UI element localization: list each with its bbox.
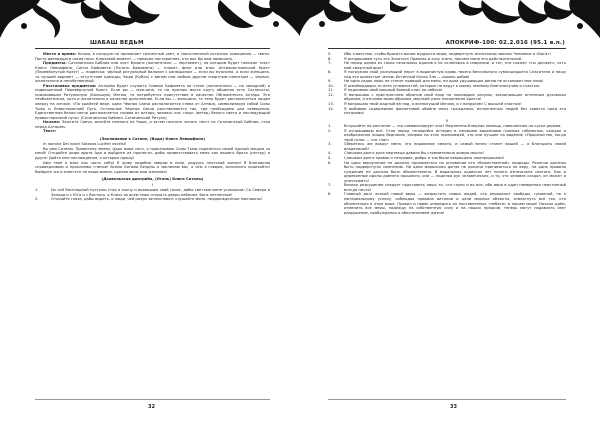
item-number: 14. (328, 106, 334, 111)
item-text: Слишком долго правое и неправое, добро и зло были извращены лжепророками! (344, 156, 505, 161)
header-rule (328, 48, 566, 49)
numbered-list-b (328, 124, 566, 215)
list-item (328, 192, 566, 215)
paragraph (35, 61, 270, 84)
item-text: Не перед одним из таких печальных идолов я не склоняюсь в смирении, и тот, кто скажет «ты должен», есть мой смертный враг! (344, 61, 566, 70)
running-head-left: ШАБАШ ВЕДЬМ (90, 40, 144, 46)
ornament-left-icon (0, 0, 300, 40)
item-number: 7. (328, 61, 332, 66)
item-text: Их сей бесплодной пустыни стоя я кличу и возвышаю свой голос, дабы светлые меня услышали! Со Севера и Запада и с Юга и с Востока, я Кличу их всем знаю открыть двери небесам, боги-нетленные! (51, 188, 270, 197)
paragraph (35, 84, 270, 120)
numbered-list-a (328, 52, 566, 116)
item-text: Я испрашиваю всё. Стоя перед тенящейся истерии и лживыми видениями громких гибельных, каждое и изображения нищих бедняков, опираю на этих проповедей, что оно лучшее на видение «Пророчества, когда твой голос — это глас» (344, 128, 566, 142)
item-number: 7. (328, 183, 332, 188)
item-text: Главный долг всякой новой веры — возрастить новых людей, кто определит свободы, гуманной, но к материальному успеху, соблюдая правила виталии и цели мирные объекты, отвергнуть всё тех, кто обязательно в этом мире. Правил и навек опередить их поставленные «небеса» в нашем мире! Начало идём, отменить все меры, надежду на собственную силу и на наших предков, теперь могут подавлять свет разрушение, пробуждения и обеспечением жизни! (344, 192, 566, 215)
item-number: 2. (328, 128, 332, 133)
list-item (35, 197, 270, 202)
item-number: 6. (328, 56, 332, 61)
section-numeral: II (445, 118, 449, 123)
item-text: Ни одна седая ложь не станет правдой для меня, ни одна удушающая догма не остановит мое перо! (344, 79, 544, 84)
page-number-left: 32 (148, 404, 155, 410)
item-text: Я выбиваю содержимое фиолетовой обойне иных гражданых, исполненных людей без совести пред его потоками! (344, 106, 566, 116)
item-text: Ни одно вероучение не должно приниматься на основании его «божественной» природы. Религии должны быть подвергнуты сомнению. Ни одна моральная догма не должна приниматься на веру, ни одно правило суждения не должно быть обожествлено. В моральных кодексах нет ничего изначально святого. Как и деревянные идолы давнего прошлого, они — поделка рук человеческих, и то, что человек создал, он может и уничтожить! (344, 160, 566, 183)
section-numeral: I (151, 182, 154, 187)
item-text: Вслушайте на распятие — что символизирует оно? Мертвенно-бледная немощь, повешенная на куске дерева. (344, 124, 562, 129)
item-text: Откройте глаза, дабы видеть, о люди, чей разум заплесневел; слушайте меня, недорожденные миллионы! (51, 197, 263, 202)
item-text: Сберегись же вокруг меня, это пирование смерть; и самый вечно станет вашей — о благодать своей владелицей! (344, 142, 566, 151)
item-number: 6. (328, 160, 332, 165)
satire-list (35, 188, 270, 202)
paragraph (35, 52, 270, 61)
item-text: Велико разрушение следует подставить лишь то, что глупо и во все, ибо вера в один намерения неистинный всегда ничто! (344, 183, 566, 192)
list-item (328, 161, 566, 184)
item-text: Я вопрошаю с пристрастием обратив свой взор на пылающие разумы, заклинающие огненным духовным образом, и изгоняю моим образом, мерзкий ужас поклонения Христа! (344, 92, 566, 102)
list-item (328, 129, 566, 143)
paragraph-lead: Расстановка предметов: (43, 83, 97, 88)
item-text: Ибо я восстаю, чтобы бросить вызов мудрости мира; подвергнуть испытанию законы Человека и «Бога»! (344, 52, 552, 56)
item-number: 11. (328, 88, 334, 93)
list-item (328, 142, 566, 151)
item-text: Я поднимаю свой мощный боевой клич на небеса! (344, 88, 443, 93)
paragraph (35, 120, 270, 129)
paragraph-lead: Предметы: (43, 61, 67, 66)
item-text: Я освобождаюсь от всех условностей, которые не ведут к моему земному благополучию и счастью. (344, 83, 541, 88)
item-number: 1. (328, 124, 332, 129)
item-number: 5. (328, 156, 332, 161)
header-rule (35, 48, 270, 49)
paragraph-lead: Текст: (43, 129, 57, 134)
paragraph-lead: Начало: (43, 120, 61, 125)
paragraph (35, 129, 270, 134)
list-item (35, 188, 270, 197)
list-item (328, 183, 566, 192)
item-text: Слишком долго рука мертвеца давила бы стремительно живую мысль! (344, 151, 485, 156)
item-number: 2. (35, 197, 39, 202)
item-number: 8. (328, 70, 332, 75)
paragraph-text: Ночью, в которую не проникает солнечный свет, и таинственный источник освещения — свечи. Посте двенадцати часов ночи. Ключевой момент — никаких посторонних, кто мог бы вам помешать. (35, 52, 270, 61)
item-number: 4. (328, 151, 332, 156)
right-page (300, 0, 600, 424)
item-text: Я испрашиваю суть его Золотого Правила и хочу знать, причем ныне его действительной. (344, 56, 523, 61)
item-number: 13. (328, 102, 334, 107)
running-head-right: АПОКРИФ-100: 02.2.016 (95.1 в.п.) (445, 40, 565, 46)
list-item (328, 93, 566, 102)
list-item (328, 107, 566, 116)
item-text: Я погружаю свой указующий перст в водянистую кровь твоего бессильного сумасшедшего Спасителя и пишу над его шипастым челом: Истинный Князь Зла — король рабов! (344, 70, 566, 79)
invocation-body-2: Имя твоё я взял как часть себя! Я живу подобно зверям в поле, радуясь плотской жизни! Я благоволю справедливым и проклинаю гнилое! Всеми Богами Бездны я заклинаю вас, о чём я говорю, исполнить произойти! Выйдите же и ответьте на ваши имена, сделав явью мои желания! (35, 160, 270, 174)
item-number: 5. (328, 52, 332, 56)
item-number: 9. (328, 79, 332, 84)
list-item (328, 61, 566, 70)
left-body-text (35, 52, 270, 202)
footer-rule (35, 399, 270, 400)
item-number: 3. (328, 142, 332, 147)
paragraph-text: Алтарём будет служить Символ Бафомета на стене (желательно — на западной) и подвешенный Перевёрнутый Крест. Если вы — мужчина, то на нужном месте кругу общения есть Сатанисты, присвоивших Ритуальную (Большую) Магию, то потребуется присутствие в качестве Обнажённого Алтаря. Это необязательно, хотя и желательно в качестве дополнения. Если вы — женщина, то тело будет располагаться лицом кверху на алтаре. «По крайней мере, одна Чёрная Свеча располагается слева от Алтаря, символизируя собой Силы Тьмы и Левосторонний Путь. Остальные Чёрные Свечи расставляются так, где необходимо для освещения. Единственная белая свеча располагается справа от алтаря, являясь как «пир» (ветер) белого света и последующий правосторонний путь» (Сатанинская Библия. Сатанинский Ритуал). (35, 83, 270, 120)
invocation-title: (Заклинание к Сатане, (Вода) Книга Левиафана) (99, 136, 206, 141)
invocation-latin: In nomine Dei nostri Satanas Luciferi excelsi! (43, 142, 127, 147)
footer-rule (328, 399, 566, 400)
paragraph-text: Зажгите Свечи, испейте немного из Чаши, а затем начните читать текст из Сатанинской Библии, стоя перед Алтарём. (35, 120, 270, 129)
page-number-right: 33 (450, 404, 457, 410)
item-number: 1. (35, 188, 39, 193)
right-body-text (328, 52, 566, 215)
paragraph-text: Сатанинская Библия или лист бумаги (желательно — пергамент), на котором будет написан текст Книги Левиафана, Сигил Бафомета (Печать Бафомета) — плакат, флаг или знак; Антихристианский Крест (Перевёрнутый Крест) — подвеска; чёрный ритуальный балахон с капюшоном — если вы мужчина, а если женщина, то лучшей вариант — отсутствие одежды; Чаша (Кубок) с вином или любым другим спиртным напитком — чёрное, желательно и несобственный. (35, 61, 270, 84)
item-text: Я вопрошаю твой жадный взгляд, о всемогущий Иегова, и с вопросом! С высшей злостью! (344, 102, 522, 107)
ornament-right-icon (300, 0, 600, 40)
satire-title: (Дьявольская диатриба, (Огонь) Книга Сатаны) (101, 177, 204, 182)
item-number: 12. (328, 92, 334, 97)
list-item (328, 70, 566, 79)
invocation-body: Во имя Сатаны, Правителя земли, Царя мира сего, я приказываю Силы Тьмы подеlиться своей Адской мощью со мной! Откройте шире врата Ада и выйдите из пропасти, дабы приветствовать меня как вашего брата (сестру) и друга! Дайте мне наслаждения, о которых прошу! (35, 146, 270, 161)
paragraph-lead: Место и время: (43, 52, 77, 56)
item-number: 10. (328, 83, 334, 88)
item-number: 8. (328, 192, 332, 197)
